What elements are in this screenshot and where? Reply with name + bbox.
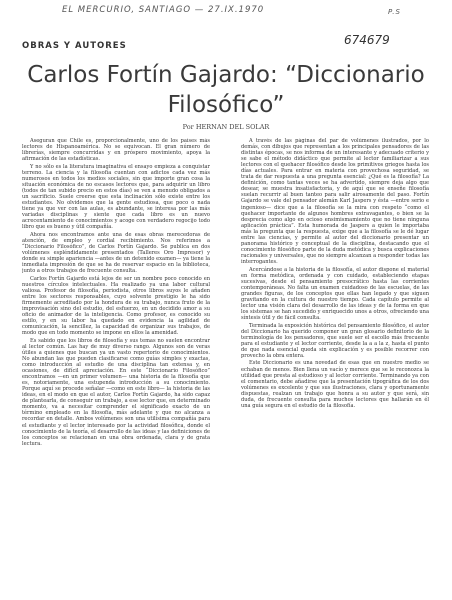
paragraph: Y no sólo es la literatura imaginativa el ensayo empieza a conquistar terreno. La ciencia y la filosofía cuentan con adictos cada vez más numerosos en todos los medios sociales, sin que importe gran cosa la situación económica de no escasos lectores que, para adquirir un libro (todos de tan subido precio en estos días) se ven a menudo obligados a un sacrificio. Suele creerse que esta inclinación sólo existe entre los estudiantes. No olvidemos que la gente estudiosa, que poco o nada tiene ya que ver con las aulas, es abundante, se interesa por las más variadas disciplinas y siente que cada libro es un nuevo acrecentamiento de conocimientos y acoge con verdadero regocijo todo libro que es bueno y útil compañía. <box>22 163 210 231</box>
section-label: OBRAS Y AUTORES <box>22 41 127 51</box>
article-title-line-2: Filosófico” <box>167 92 285 118</box>
handwritten-mark: P.S <box>388 8 401 16</box>
paragraph: A través de las páginas del par de volúmenes ilustrados, por lo demás, con dibujos que representan a los principales pensadores de las distintas épocas, se nos informa de un interesante y adecuado criterio y se sabe el método didáctico que permite al lector familiarizar a sus lectores con el quehacer filosófico desde los primitivos griegos hasta los días actuales. Para entrar en materia con provechosa seguridad, se trata de dar respuesta a una pregunta esencial: ¿Qué es la filosofía? La definición, como tantas veces se ha advertido, siempre deja algo que desear, se muestra insatisfactoria, y de aquí que se enseñe filosofía suelan recurrir al buen tanteo para salir airosamente del paso. Fortín Gajardo se vale del pensador alemán Karl Jaspers y ésta —entre serio e ingenioso— dice que a la filosofía se la mira con respeto “como el quehacer importante de algunos hombres extravagantes, o bien se la desprecia como algo en ocioso ensimismamiento que no tiene ninguna aplicación práctica”. Esta humorada de Jaspers a quien le importaba más la pregunta que la respuesta, exige que a la filosofía se le dé lugar entre las ciencias, y permite al autor del diccionario presentar un panorama histórico y conceptual de la disciplina, destacando que el conocimiento filosófico parte de la duda metódica y busca explicaciones racionales y universales, que no siempre alcanzan a responder todas las interrogantes. <box>241 138 429 265</box>
handwritten-source-note: EL MERCURIO, SANTIAGO — 27.IX.1970 <box>62 5 265 15</box>
paragraph: Acercándose a la historia de la filosofía, el autor dispone el material en forma metódica, ordenada y con cuidado, estableciendo etapas sucesivas, desde el pensamiento presocrático hasta las corrientes contemporáneas. No falta un examen cuidadoso de las escuelas, de las grandes figuras, de los conceptos que ellas han legado y que siguen gravitando en la cultura de nuestro tiempo. Cada capítulo permite al lector una visión clara del desarrollo de las ideas y de la forma en que los sistemas se han sucedido y enriquecido unos a otros, ofreciendo una síntesis útil y de fácil consulta. <box>241 266 429 321</box>
paragraph: Este Diccionario es una novedad de esas que en nuestro medio se echaban de menos. Bien llena un vacío y merece que se le reconozca la utilidad que presta al estudioso y al lector corriente. Terminando ya con el comentario, debe añadirse que la presentación tipográfica de los dos volúmenes es excelente y que sus ilustraciones, clara y oportunamente dispuestas, realzan un trabajo que honra a su autor y que será, sin duda, de frecuente consulta para muchos lectores que hallarán en él una guía segura en el estudio de la filosofía. <box>241 360 429 409</box>
right-column <box>241 138 429 596</box>
left-column <box>22 138 210 596</box>
paragraph: Es sabido que los libros de filosofía y sus temas no suelen encontrar al lector común. Las hay de muy diverso rango. Algunos son de veras útiles a quienes que buscan ya un vasto repertorio de conocimientos. No abundan las que pueden clasificarse como guías simples y exactas, como introducción al estudio de una disciplina tan extensa y, en ocasiones, de difícil apreciación. En este “Diccionario Filosófico” encontramos —en un primer volumen— una historia de la filosofía que es, notoriamente, una estupenda introducción a su conocimiento. Porque aquí se procede señalar —como en este libro— la historia de las ideas, en el modo en que el autor, Carlos Fortín Gajardo, ha sido capaz de plantearla, de conseguir un trabajo, a ese lector que, en determinado momento, va a necesitar comprender el significado exacto de un término empleado en la filosofía, más adelante y que no alcanza a recordar en detalle. Ambos volúmenes son una utilísima compañía para el estudiante y el lector interesado por la actividad filosófica, donde el conocimiento de la teoría, el desarrollo de las ideas y las definiciones de los conceptos se relacionan en una obra ordenada, clara y de grata lectura. <box>22 337 210 447</box>
handwritten-number: 674679 <box>344 33 390 47</box>
paragraph: Aseguran que Chile es, proporcionalmente, uno de los países más lectores de Hispanoamérica. No se equivocan. El gran número de librerías, siempre concurridas y en próspero movimiento, apoya la afirmación de las estadísticas. <box>22 138 210 163</box>
article-title-line-1: Carlos Fortín Gajardo: “Diccionario <box>27 62 425 88</box>
paragraph: Ahora nos encontramos ante una de esas obras merecedoras de atención, de empleo y cordial recibimiento. Nos referimos a “Diccionario Filosófico”, de Carlos Fortín Gajardo. Se publica en dos volúmenes espléndidamente presentados (Talleres Oro Impresor) y donde su simple apariencia —antes de un detenido examen— ya tiene la inmediata impresión de que se ha de reservar espacio en la biblioteca, junto a otros trabajos de frecuente consulta. <box>22 231 210 275</box>
paragraph: Terminada la exposición histórica del pensamiento filosófico, el autor del Diccionario ha querido componer un gran glosario definitorio de la terminología de los pensadores, que suele ser el escollo más frecuente para el estudiante y el lector corriente, desde la a a la z, hasta el punto de que nada esencial queda sin explicación y es posible recorrer con provecho la obra entera. <box>241 322 429 359</box>
paragraph: Carlos Fortín Gajardo está lejos de ser un nombre poco conocido en nuestros círculos intelectuales. Ha realizado ya una labor cultural valiosa. Profesor de filosofía, periodista, otros libros suyos le añaden entre los sectores responsables, cuyo solvente prestigio le ha sido firmemente acreditado por la hondura de su trabajo, nunca fruto de la improvisación sino del estudio, del esfuerzo, en un decidido amor a su oficio de animador de la inteligencia. Como profesor, es conocido su estilo, y en su labor ha quedado en evidencia la agilidad de comunicación, la sencillez, la capacidad de organizar sus trabajos, de modo que en todo momento se impone en ellos la amenidad. <box>22 275 210 337</box>
article-title <box>0 60 452 120</box>
byline: Por HERNAN DEL SOLAR <box>182 123 270 131</box>
